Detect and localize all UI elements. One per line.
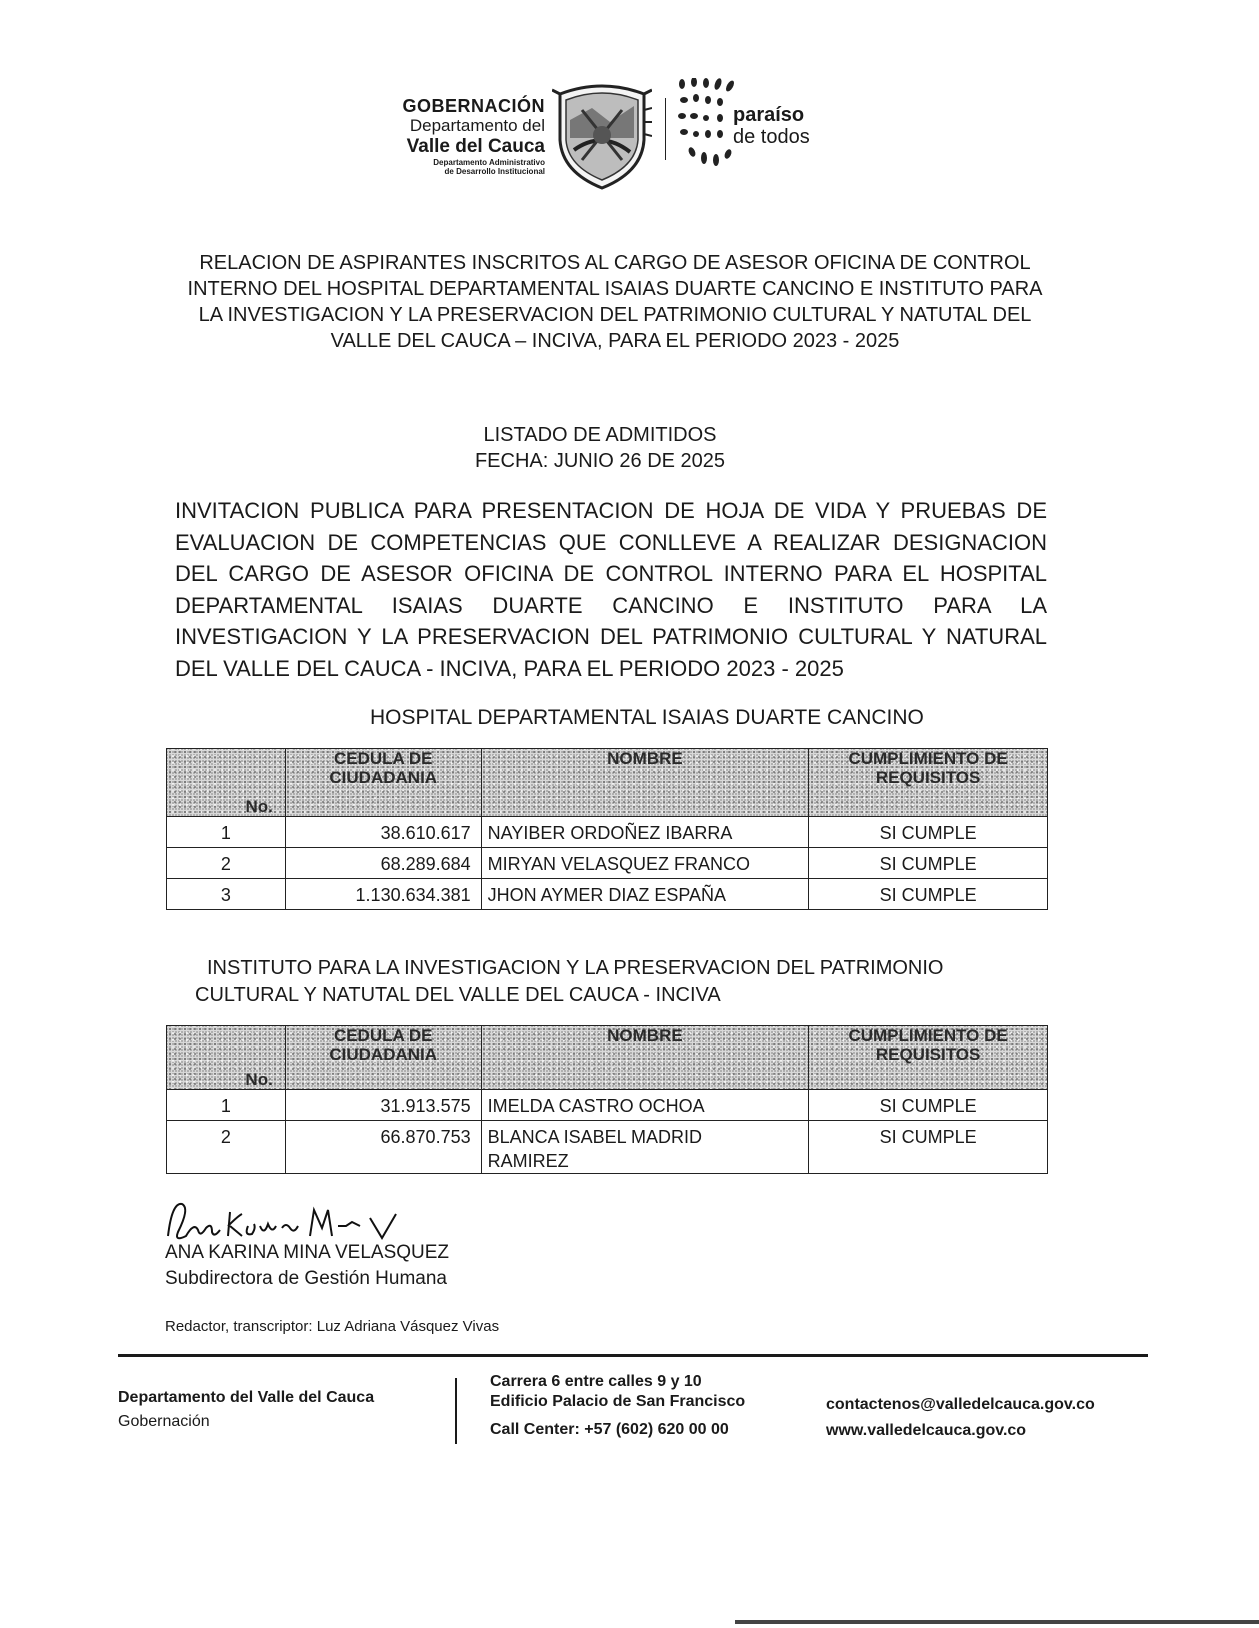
table-row	[167, 817, 1048, 848]
cell-no: 3	[167, 879, 286, 910]
signer-name: ANA KARINA MINA VELASQUEZ	[165, 1242, 450, 1263]
col-cumplimiento: CUMPLIMIENTO DE REQUISITOS	[809, 749, 1048, 817]
gob-line5: de Desarrollo Institucional	[444, 167, 545, 176]
col-cedula: CEDULA DE CIUDADANIA	[285, 749, 481, 817]
section2-heading-line2: CULTURAL Y NATUTAL DEL VALLE DEL CAUCA - INCIVA	[195, 984, 721, 1006]
footer-divider	[118, 1354, 1148, 1357]
invitacion-text: INVITACION PUBLICA PARA PRESENTACION DE HOJA DE VIDA Y PRUEBAS DE EVALUACION DE COMPETENCIAS QUE CONLLEVE A REALIZAR DESIGNACION DEL CARGO DE ASESOR OFICINA DE CONTROL INTERNO PARA EL HOSPITAL DEPARTAMENTAL ISAIAS DUARTE CANCINO E INSTITUTO PARA LA INVESTIGACION Y LA PRESERVACION DEL PATRIMONIO CULTURAL Y NATURAL DEL VALLE DEL CAUCA - INCIVA, PARA EL PERIODO 2023 - 2025	[175, 498, 1047, 681]
cell-cedula: 31.913.575	[285, 1090, 481, 1121]
cell-cedula: 38.610.617	[285, 817, 481, 848]
cell-nombre: MIRYAN VELASQUEZ FRANCO	[481, 848, 809, 879]
cell-no: 1	[167, 1090, 286, 1121]
footer-call-center: Call Center: +57 (602) 620 00 00	[490, 1421, 729, 1438]
fecha: FECHA: JUNIO 26 DE 2025	[474, 450, 726, 472]
col-no: No.	[167, 1026, 286, 1090]
table-row	[167, 1121, 1048, 1174]
cell-cumple: SI CUMPLE	[809, 848, 1048, 879]
redactor-line: Redactor, transcriptor: Luz Adriana Vásquez Vivas	[165, 1318, 500, 1335]
admitidos-table-hospital	[166, 748, 1048, 910]
gob-line2: Departamento del	[409, 116, 545, 135]
cell-cumple: SI CUMPLE	[809, 1090, 1048, 1121]
gob-line4: Departamento Administrativo	[433, 158, 545, 167]
footer-org	[118, 1386, 374, 1434]
cell-nombre: NAYIBER ORDOÑEZ IBARRA	[481, 817, 809, 848]
coat-of-arms-icon	[552, 80, 652, 192]
slogan-rest: de todos	[733, 126, 810, 148]
footer-address	[490, 1372, 745, 1440]
footer-org-name: Departamento del Valle del Cauca	[118, 1389, 375, 1406]
cell-no: 2	[167, 848, 286, 879]
slogan	[733, 104, 810, 148]
cell-cumple: SI CUMPLE	[809, 1121, 1048, 1174]
cell-cedula: 68.289.684	[285, 848, 481, 879]
slogan-bold: paraíso	[733, 104, 805, 126]
table-row	[167, 879, 1048, 910]
cell-cumple: SI CUMPLE	[809, 879, 1048, 910]
footer-addr-1: Carrera 6 entre calles 9 y 10	[490, 1373, 702, 1390]
scan-edge	[735, 1620, 1259, 1624]
listado-admitidos: LISTADO DE ADMITIDOS	[483, 424, 717, 446]
col-cumplimiento: CUMPLIMIENTO DE REQUISITOS	[809, 1026, 1048, 1090]
footer-contact	[826, 1392, 1095, 1444]
table-header-row	[167, 1026, 1048, 1090]
listado-block	[300, 422, 900, 474]
footer-web[interactable]: www.valledelcauca.gov.co	[826, 1422, 1027, 1439]
cell-cumple: SI CUMPLE	[809, 817, 1048, 848]
cell-no: 2	[167, 1121, 286, 1174]
cell-nombre: IMELDA CASTRO OCHOA	[481, 1090, 809, 1121]
section1-heading: HOSPITAL DEPARTAMENTAL ISAIAS DUARTE CANCINO	[370, 706, 924, 729]
cell-cedula: 1.130.634.381	[285, 879, 481, 910]
col-cedula: CEDULA DE CIUDADANIA	[285, 1026, 481, 1090]
gobernacion-logo-text	[383, 96, 545, 176]
cell-nombre: JHON AYMER DIAZ ESPAÑA	[481, 879, 809, 910]
table-row	[167, 848, 1048, 879]
footer-addr-2: Edificio Palacio de San Francisco	[490, 1393, 746, 1410]
cell-cedula: 66.870.753	[285, 1121, 481, 1174]
footer-email[interactable]: contactenos@valledelcauca.gov.co	[826, 1396, 1095, 1413]
section2-heading	[195, 955, 1025, 1009]
signature-block	[165, 1240, 449, 1292]
cell-nombre: BLANCA ISABEL MADRID RAMIREZ	[481, 1121, 809, 1174]
cell-no: 1	[167, 817, 286, 848]
col-nombre: NOMBRE	[481, 749, 809, 817]
table-header-row	[167, 749, 1048, 817]
footer-org-sub: Gobernación	[118, 1413, 210, 1430]
table-row	[167, 1090, 1048, 1121]
gob-line3: Valle del Cauca	[406, 136, 545, 157]
admitidos-table-inciva	[166, 1025, 1048, 1174]
col-no: No.	[167, 749, 286, 817]
col-nombre: NOMBRE	[481, 1026, 809, 1090]
header-divider	[665, 98, 666, 160]
section2-heading-line1: INSTITUTO PARA LA INVESTIGACION Y LA PRESERVACION DEL PATRIMONIO	[207, 957, 944, 979]
signer-role: Subdirectora de Gestión Humana	[165, 1268, 447, 1289]
relacion-title: RELACION DE ASPIRANTES INSCRITOS AL CARGO DE ASESOR OFICINA DE CONTROL INTERNO DEL HOSPITAL DEPARTAMENTAL ISAIAS DUARTE CANCINO E INSTITUTO PARA LA INVESTIGACION Y LA PRESERVACION DEL PATRIMONIO CULTURAL Y NATUTAL DEL VALLE DEL CAUCA – INCIVA, PARA EL PERIODO 2023 - 2025	[187, 252, 1043, 352]
gob-title: GOBERNACIÓN	[402, 96, 545, 116]
footer-separator	[455, 1378, 457, 1444]
